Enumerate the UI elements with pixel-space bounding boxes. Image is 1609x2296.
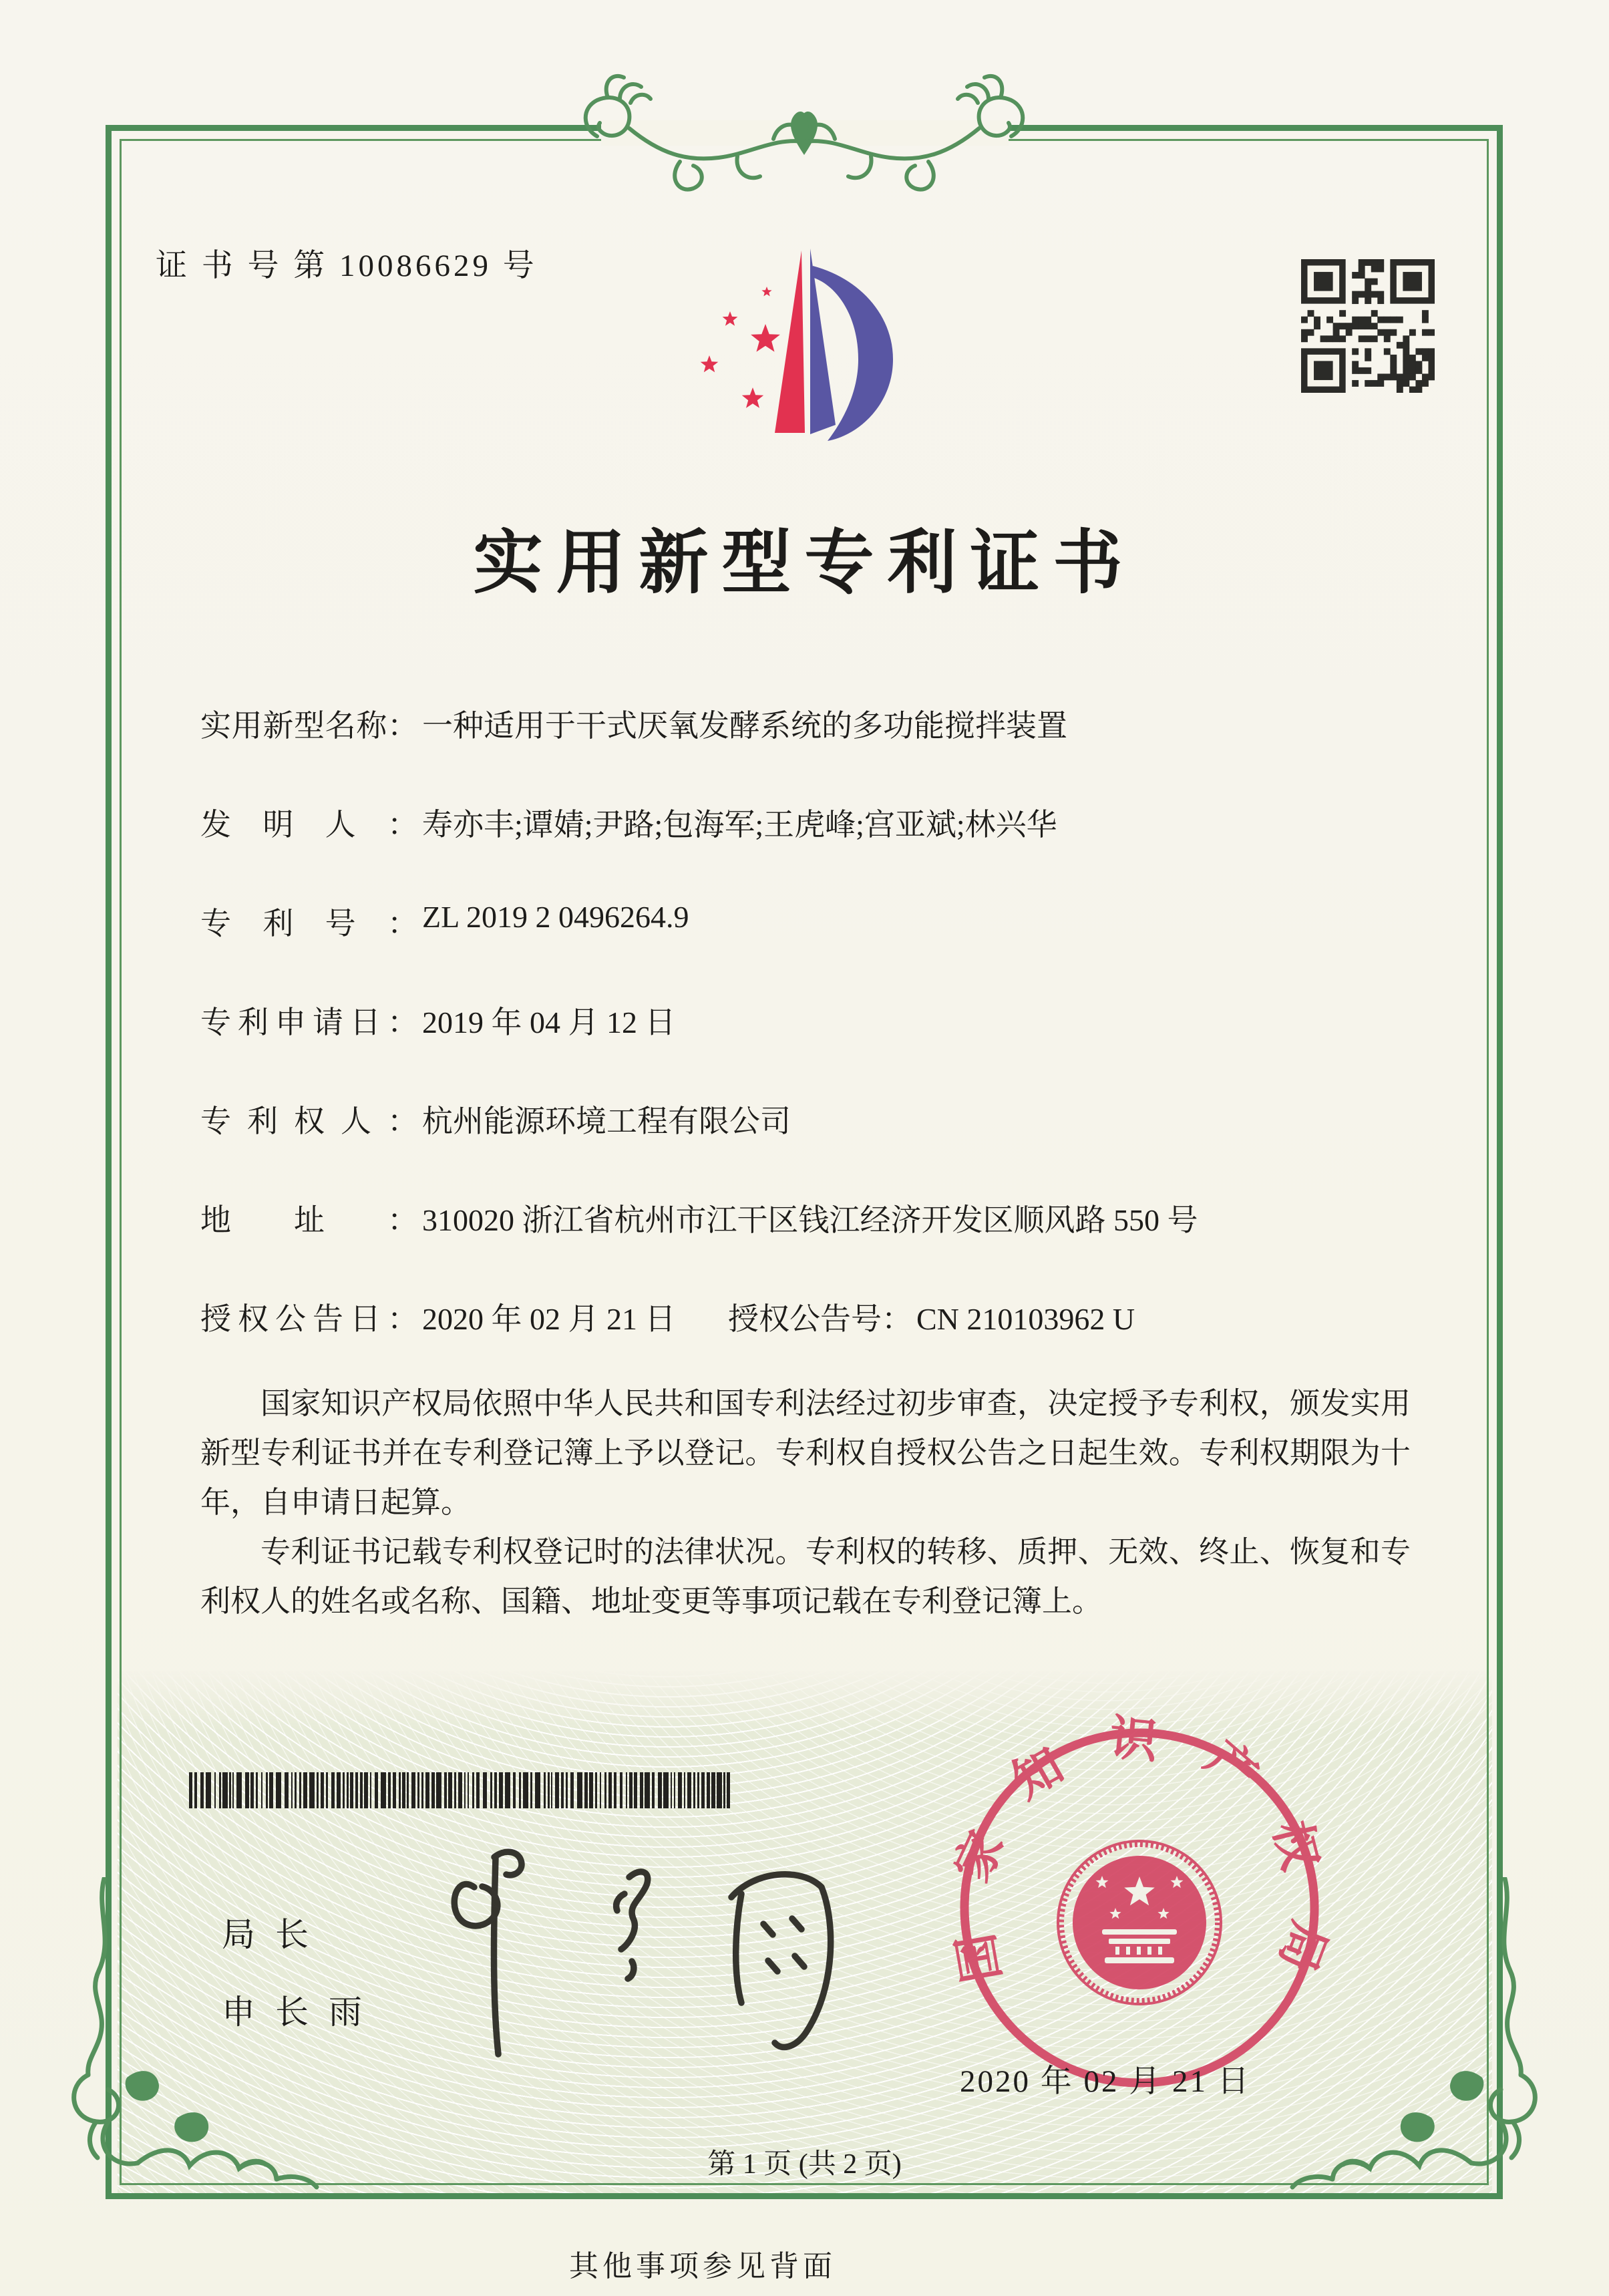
field-label: 专利权人： (200, 1104, 418, 1138)
field-row-patentee (200, 1097, 1413, 1141)
qr-code (1301, 259, 1435, 393)
page-number: 第 1 页 (共 2 页) (707, 2149, 902, 2180)
field-label: 专利申请日： (200, 1005, 418, 1039)
certificate-title: 实用新型专利证书 (473, 525, 1136, 602)
field-label: 专利号： (200, 907, 418, 941)
field-value: 杭州能源环境工程有限公司 (422, 1104, 791, 1138)
certificate-number: 证 书 号 第 10086629 号 (156, 249, 538, 283)
field-row-patent-number (200, 899, 1413, 943)
field-row-filing-date (200, 998, 1413, 1042)
field-value: 寿亦丰;谭婧;尹路;包海军;王虎峰;宫亚斌;林兴华 (422, 808, 1057, 842)
field-label: 授权公告号： (728, 1302, 912, 1336)
field-value: 2019 年 04 月 12 日 (422, 1005, 676, 1039)
back-note: 其他事项参见背面 (569, 2250, 836, 2283)
field-value: ZL 2019 2 0496264.9 (422, 900, 689, 934)
legal-paragraph-2: 专利证书记载专利权登记时的法律状况。专利权的转移、质押、无效、终止、恢复和专利权人的姓名或名称、国籍、地址变更等事项记载在专利登记簿上。 (200, 1535, 1411, 1618)
grant-number-value: CN 210103962 U (916, 1302, 1135, 1336)
field-row-address (200, 1196, 1413, 1240)
dragon-ornament-top (573, 64, 1035, 224)
field-value: 310020 浙江省杭州市江干区钱江经济开发区顺风路 550 号 (422, 1203, 1198, 1237)
national-emblem (1058, 1841, 1221, 2004)
field-row-grant (200, 1295, 1413, 1339)
field-value: 一种适用于干式厌氧发酵系统的多功能搅拌装置 (422, 709, 1067, 743)
grant-number-group (728, 1295, 1135, 1339)
barcode (189, 1772, 737, 1808)
official-seal (934, 1702, 1345, 2114)
field-row-invention-name (200, 701, 1413, 746)
legal-text (200, 1379, 1411, 1626)
field-label: 授权公告日： (200, 1302, 418, 1336)
field-row-inventors (200, 800, 1413, 844)
seal-date: 2020 年 02 月 21 日 (960, 2064, 1251, 2099)
logo-red-wedge (775, 251, 805, 433)
field-label: 实用新型名称： (200, 709, 418, 743)
director-title: 局长 (222, 1916, 329, 1953)
director-signature (394, 1830, 862, 2078)
field-label: 地址： (200, 1203, 418, 1237)
seal-organization-text: 国家知识产权局 (941, 1711, 1338, 2020)
grant-date-value: 2020 年 02 月 21 日 (422, 1302, 676, 1336)
legal-paragraph-1: 国家知识产权局依照中华人民共和国专利法经过初步审查，决定授予专利权，颁发实用新型专利证书并在专利登记簿上予以登记。专利权自授权公告之日起生效。专利权期限为十年，自申请日起算。 (200, 1387, 1411, 1519)
cnipa-logo (638, 220, 918, 454)
director-name: 申长雨 (222, 1993, 382, 2031)
field-label: 发明人： (200, 808, 418, 842)
